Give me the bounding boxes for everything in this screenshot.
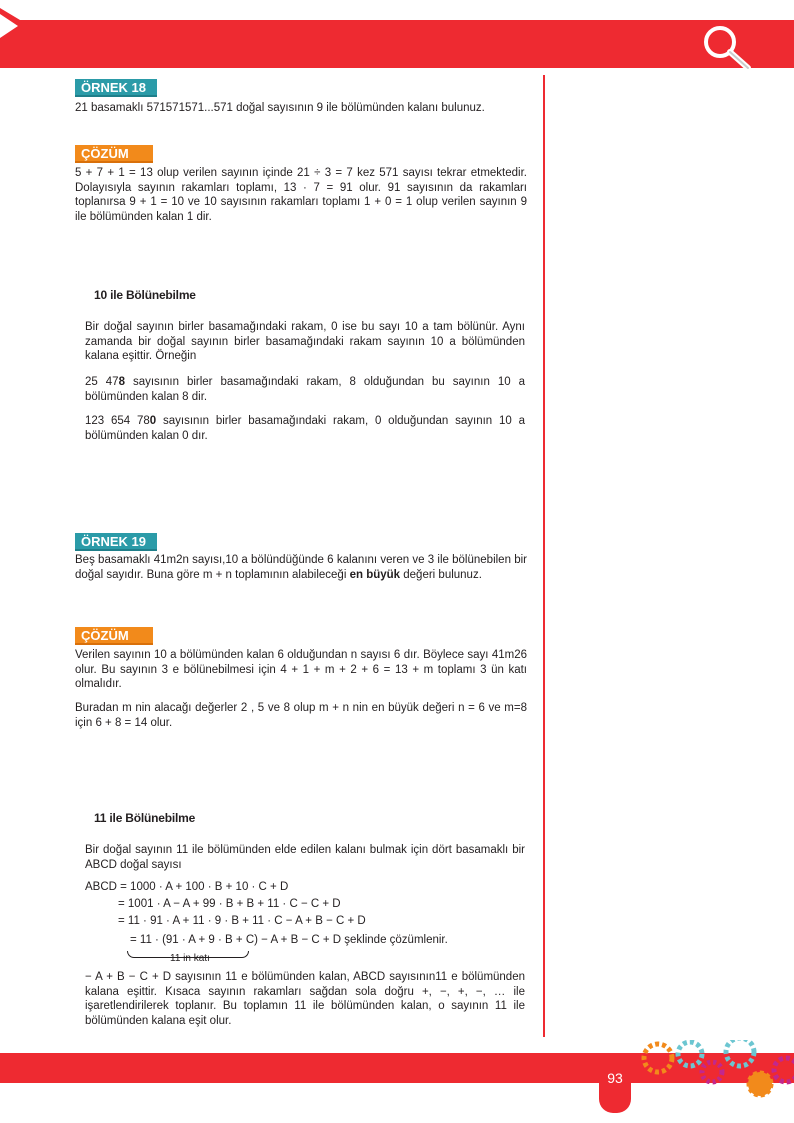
example-19-question: Beş basamaklı 41m2n sayısı,10 a bölündüğünde 6 kalanını veren ve 3 ile bölünebilen bir doğal sayıdır. Buna göre m + n toplamının alabileceği en büyük değeri bulunuz. <box>75 554 527 581</box>
header-band <box>0 20 794 68</box>
section-11-heading: 11 ile Bölünebilme <box>94 811 196 825</box>
equation-line-2: = 1001 · A − A + 99 · B + B + 11 · C − C + D <box>118 898 341 910</box>
example-19-solution-tag: ÇÖZÜM <box>75 627 153 645</box>
section-10-heading: 10 ile Bölünebilme <box>94 288 196 302</box>
underbrace-label: 11 in katı <box>170 953 210 964</box>
equation-line-4-grouped: 11 · (91 · A + 9 · B + C) <box>139 934 258 946</box>
equation-line-4: = 11 · (91 · A + 9 · B + C) − A + B − C + D şeklinde çözümlenir. <box>130 934 448 946</box>
margin-rule <box>543 75 545 1037</box>
example-18-solution: 5 + 7 + 1 = 13 olup verilen sayının içinde 21 ÷ 3 = 7 kez 571 sayısı tekrar etmektedir. Dolayısıyla sayının rakamları toplamı, 13 · 7 = 91 olur. 91 sayısının da rakamları toplanırsa 9 + 1 = 10 ve 10 sayısının rakamları toplamı 1 + 0 = 1 olup verilen sayının 9 ile bölümünden kalan 1 dir. <box>75 167 527 223</box>
section-10-paragraph-1: Bir doğal sayının birler basamağındaki rakam, 0 ise bu sayı 10 a tam bölünür. Aynı zamanda bir doğal sayının birler basamağındaki rakam sayının 10 a bölümünden kalana eşittir. Örneğin <box>85 321 525 362</box>
header-arrow-inner <box>0 14 18 38</box>
section-11-intro: Bir doğal sayının 11 ile bölümünden elde edilen kalanı bulmak için dört basamaklı bir ABCD doğal sayısı <box>85 844 525 871</box>
example-18-tag: ÖRNEK 18 <box>75 79 157 97</box>
example-19-solution-1: Verilen sayının 10 a bölümünden kalan 6 olduğundan n sayısı 6 dır. Böylece sayı 41m26 olur. Bu sayının 3 e bölünebilmesi için 4 + 1 + m + 2 + 6 = 13 + m toplamı 3 ün katı olmalıdır. <box>75 649 527 690</box>
section-10-paragraph-2: 25 478 sayısının birler basamağındaki rakam, 8 olduğundan bu sayının 10 a bölümünden kalan 8 dir. <box>85 376 525 403</box>
example-18-solution-tag: ÇÖZÜM <box>75 145 153 163</box>
page-number-tab <box>599 1053 631 1113</box>
section-10-paragraph-3: 123 654 780 sayısının birler basamağındaki rakam, 0 olduğundan sayının 10 a bölümünden kalan 0 dır. <box>85 415 525 442</box>
magnifier-icon <box>698 22 754 72</box>
section-11-conclusion: − A + B − C + D sayısının 11 e bölümünden kalan, ABCD sayısının11 e bölümünden kalana eşittir. Kısaca sayının rakamları sağdan sola doğru +, −, +, −, … ile işaretlendirilerek toplanır. Bu toplamın 11 ile bölümünden kalan, o sayının 11 ile bölümünden kalana eşit olur. <box>85 971 525 1027</box>
equation-line-1: ABCD = 1000 · A + 100 · B + 10 · C + D <box>85 881 289 893</box>
page-number: 93 <box>607 1070 623 1086</box>
example-19-solution-2: Buradan m nin alacağı değerler 2 , 5 ve 8 olup m + n nin en büyük değeri n = 6 ve m=8 için 6 + 8 = 14 olur. <box>75 702 527 729</box>
example-19-tag: ÖRNEK 19 <box>75 533 157 551</box>
equation-line-3: = 11 · 91 · A + 11 · 9 · B + 11 · C − A + B − C + D <box>118 915 366 927</box>
example-18-question: 21 basamaklı 571571571...571 doğal sayısının 9 ile bölümünden kalanı bulunuz. <box>75 102 485 114</box>
gears-decoration <box>640 1040 794 1100</box>
